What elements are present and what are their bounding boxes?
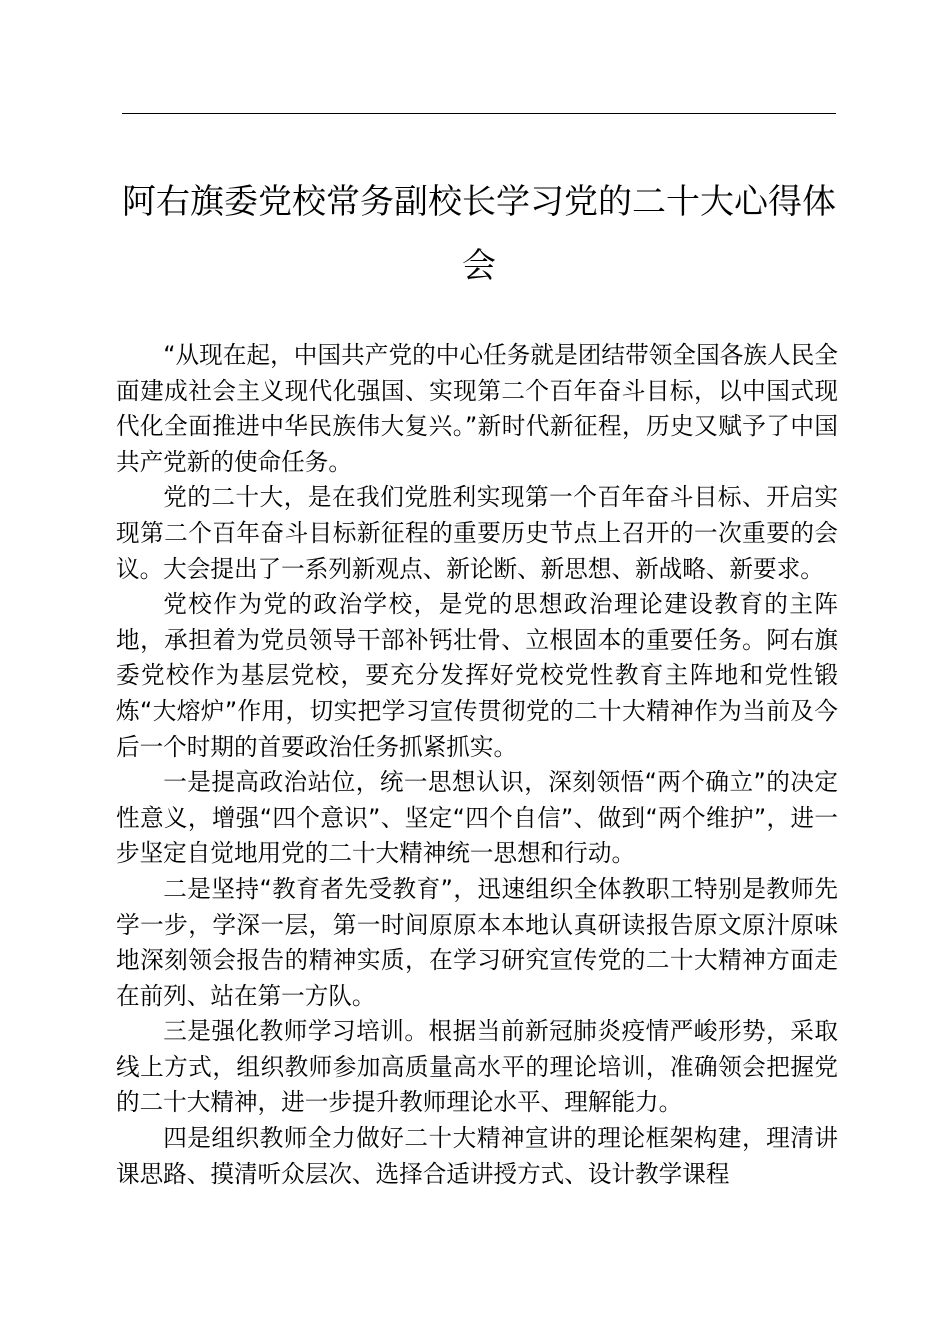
document-body xyxy=(116,338,838,1192)
body-paragraph: 一是提高政治站位，统一思想认识，深刻领悟“两个确立”的决定性意义，增强“四个意识”、坚定“四个自信”、做到“两个维护”，进一步坚定自觉地用党的二十大精神统一思想和行动。 xyxy=(116,768,838,868)
body-paragraph: 党校作为党的政治学校，是党的思想政治理论建设教育的主阵地，承担着为党员领导干部补钙壮骨、立根固本的重要任务。阿右旗委党校作为基层党校，要充分发挥好党校党性教育主阵地和党性锻炼“大熔炉”作用，切实把学习宣传贯彻党的二十大精神作为当前及今后一个时期的首要政治任务抓紧抓实。 xyxy=(116,590,838,761)
document-title: 阿右旗委党校常务副校长学习党的二十大心得体会 xyxy=(122,182,836,286)
body-paragraph: “从现在起，中国共产党的中心任务就是团结带领全国各族人民全面建成社会主义现代化强国、实现第二个百年奋斗目标，以中国式现代化全面推进中华民族伟大复兴。”新时代新征程，历史又赋予了中国共产党新的使命任务。 xyxy=(116,341,838,476)
header-rule xyxy=(122,113,836,114)
body-paragraph: 三是强化教师学习培训。根据当前新冠肺炎疫情严峻形势，采取线上方式，组织教师参加高质量高水平的理论培训，准确领会把握党的二十大精神，进一步提升教师理论水平、理解能力。 xyxy=(116,1017,838,1117)
body-paragraph: 二是坚持“教育者先受教育”，迅速组织全体教职工特别是教师先学一步，学深一层，第一时间原原本本地认真研读报告原文原汁原味地深刻领会报告的精神实质，在学习研究宣传党的二十大精神方面走在前列、站在第一方队。 xyxy=(116,874,838,1010)
body-paragraph: 党的二十大，是在我们党胜利实现第一个百年奋斗目标、开启实现第二个百年奋斗目标新征程的重要历史节点上召开的一次重要的会议。大会提出了一系列新观点、新论断、新思想、新战略、新要求。 xyxy=(116,483,838,583)
body-paragraph: 四是组织教师全力做好二十大精神宣讲的理论框架构建，理清讲课思路、摸清听众层次、选择合适讲授方式、设计教学课程 xyxy=(116,1124,838,1188)
